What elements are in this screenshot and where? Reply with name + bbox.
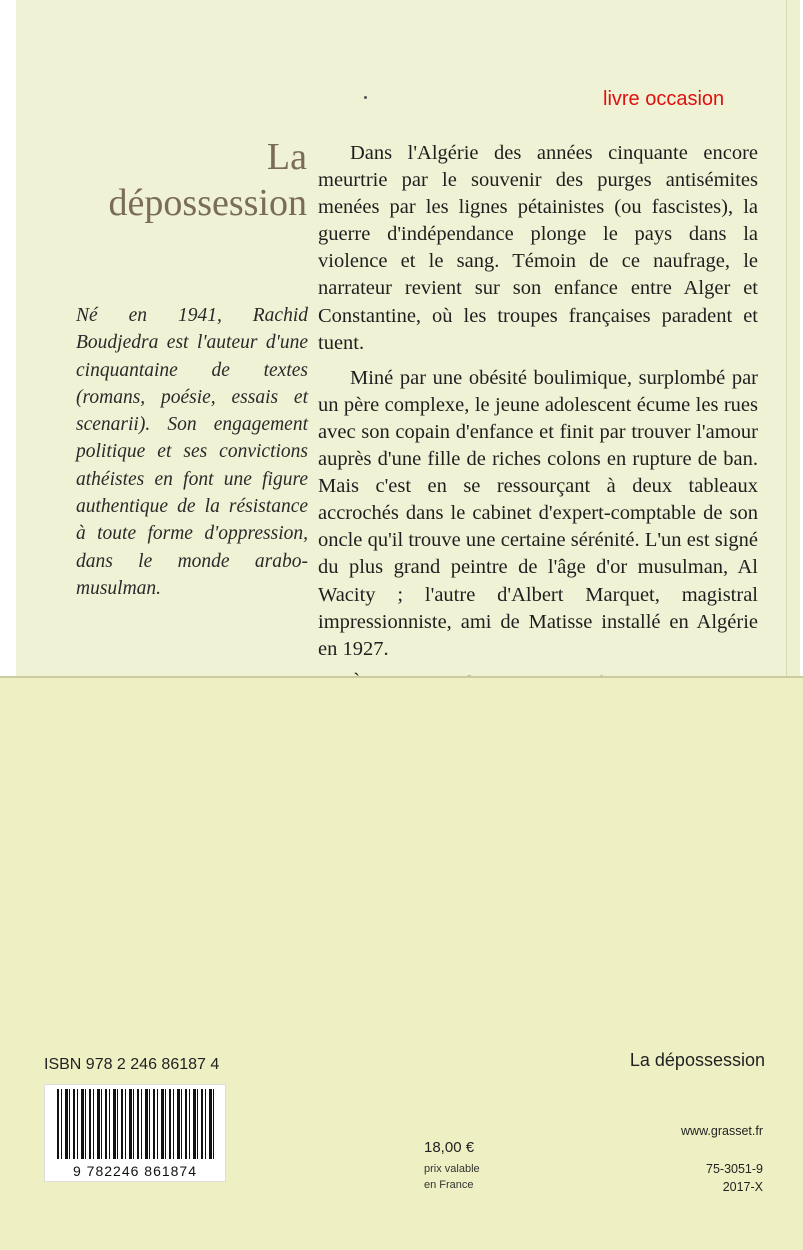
synopsis-paragraph-1: Dans l'Algérie des années cinquante encore meurtrie par le souvenir des purges antisémites menées par les lignes pétainistes (ou fascistes), la guerre d'indépendance plonge le pays dans la violence et le sang. Témoin de ce naufrage, le narrateur revient sur son enfance entre Alger et Constantine, où les troupes françaises paradent et tuent. <box>318 142 758 354</box>
barcode-digits: 9 782246 861874 <box>73 1163 197 1179</box>
publisher-codes <box>706 1160 763 1196</box>
printed-dot <box>364 96 367 99</box>
isbn-number: ISBN 978 2 246 86187 4 <box>44 1056 220 1073</box>
author-bio: Né en 1941, Rachid Boudjedra est l'auteur d'une cinquantaine de textes (romans, poésie, essais et scenarii). Son engagement politique et ses convictions athéistes en font une figure authentique de la résistance à toute forme d'oppression, dans le monde arabo-musulman. <box>76 305 308 599</box>
price: 18,00 € <box>424 1139 475 1156</box>
title-line-2: dépossession <box>108 182 307 224</box>
price-note <box>424 1161 480 1193</box>
book-title <box>109 134 307 226</box>
back-title: La dépossession <box>629 1050 765 1070</box>
code-1: 75-3051-9 <box>706 1162 763 1176</box>
synopsis-paragraph-2: Miné par une obésité boulimique, surplombé par un père complexe, le jeune adolescent écume les rues avec son copain d'enfance et finit par trouver l'amour auprès d'une fille de riches colons en rupture de ban. Mais c'est en se ressourçant à deux tableaux accrochés dans le cabinet d'expert-comptable de son oncle qu'il trouve une certaine sérénité. L'un est signé du plus grand peintre de l'âge d'or musulman, Al Wacity ; l'autre d'Albert Marquet, magistral impressionniste, ami de Matisse installé en Algérie en 1927. <box>318 366 758 660</box>
title-line-1: La <box>266 136 307 178</box>
code-2: 2017-X <box>722 1180 763 1194</box>
barcode-bars <box>57 1089 217 1159</box>
publisher-website: www.grasset.fr <box>681 1124 763 1138</box>
synopsis <box>318 140 758 706</box>
watermark-label: livre occasion <box>603 88 725 110</box>
barcode-label <box>44 1084 226 1182</box>
price-note-line-2: en France <box>424 1179 474 1191</box>
price-note-line-1: prix valable <box>424 1163 480 1175</box>
